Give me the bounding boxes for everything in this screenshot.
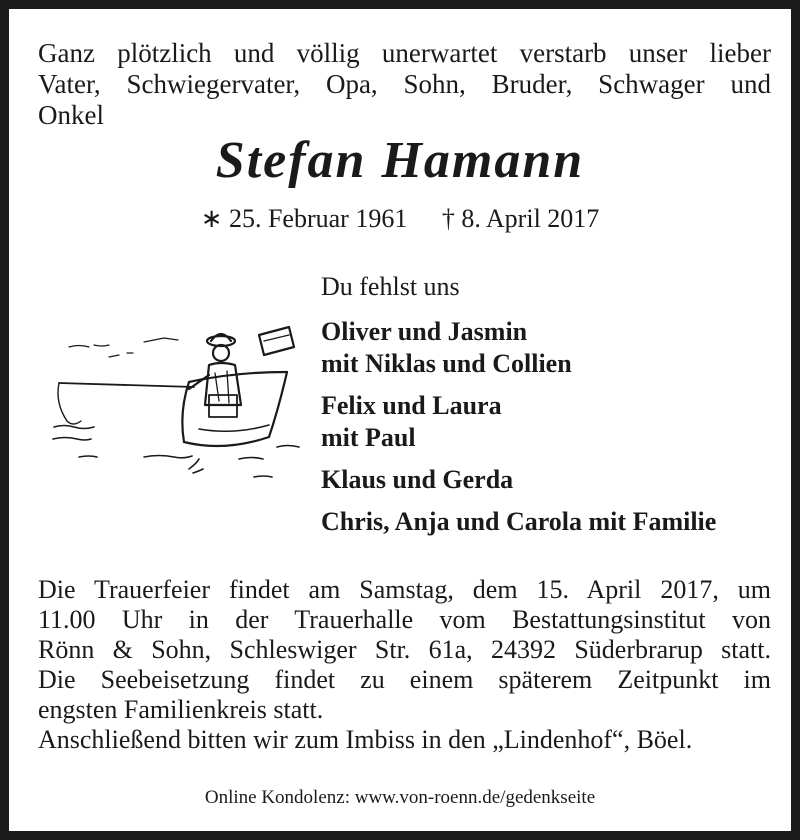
intro-line: Onkel [38,100,104,130]
birth-date: ∗ 25. Februar 1961 [200,204,408,233]
mourners-heading: Du fehlst uns [321,272,460,301]
service-line: Die Seebeisetzung findet zu einem späterem Zeitpunkt im [38,665,771,694]
mourner-line: mit Paul [321,423,416,452]
service-details [38,575,771,755]
list-item [321,390,716,454]
service-line: engsten Familienkreis statt. [38,695,324,724]
service-line: Die Trauerfeier findet am Samstag, dem 15. April 2017, um [38,575,771,604]
intro-line: Vater, Schwiegervater, Opa, Sohn, Bruder, Schwager und [38,69,771,99]
life-dates [9,204,791,234]
death-date: † 8. April 2017 [441,204,600,233]
list-item [321,506,716,538]
list-item [321,464,716,496]
intro-text [38,38,771,131]
intro-line: Ganz plötzlich und völlig unerwartet verstarb unser lieber [38,38,771,68]
mourner-line: Chris, Anja und Carola mit Familie [321,507,717,536]
service-line: 11.00 Uhr in der Trauerhalle vom Bestattungsinstitut von [38,605,771,634]
mourner-line: Felix und Laura [321,391,502,420]
deceased-name: Stefan Hamann [215,132,585,189]
service-line: Rönn & Sohn, Schleswiger Str. 61a, 24392 Süderbrarup statt. [38,635,771,664]
service-line: Anschließend bitten wir zum Imbiss in den „Lindenhof“, Böel. [38,725,693,754]
list-item [321,316,716,380]
mourner-line: Oliver und Jasmin [321,317,528,346]
mourners-list [321,316,716,548]
online-condolence-link[interactable]: Online Kondolenz: www.von-roenn.de/gedenkseite [204,787,596,808]
fisherman-in-boat-icon [49,317,309,487]
mourner-line: Klaus und Gerda [321,465,514,494]
mourner-line: mit Niklas und Collien [321,349,572,378]
